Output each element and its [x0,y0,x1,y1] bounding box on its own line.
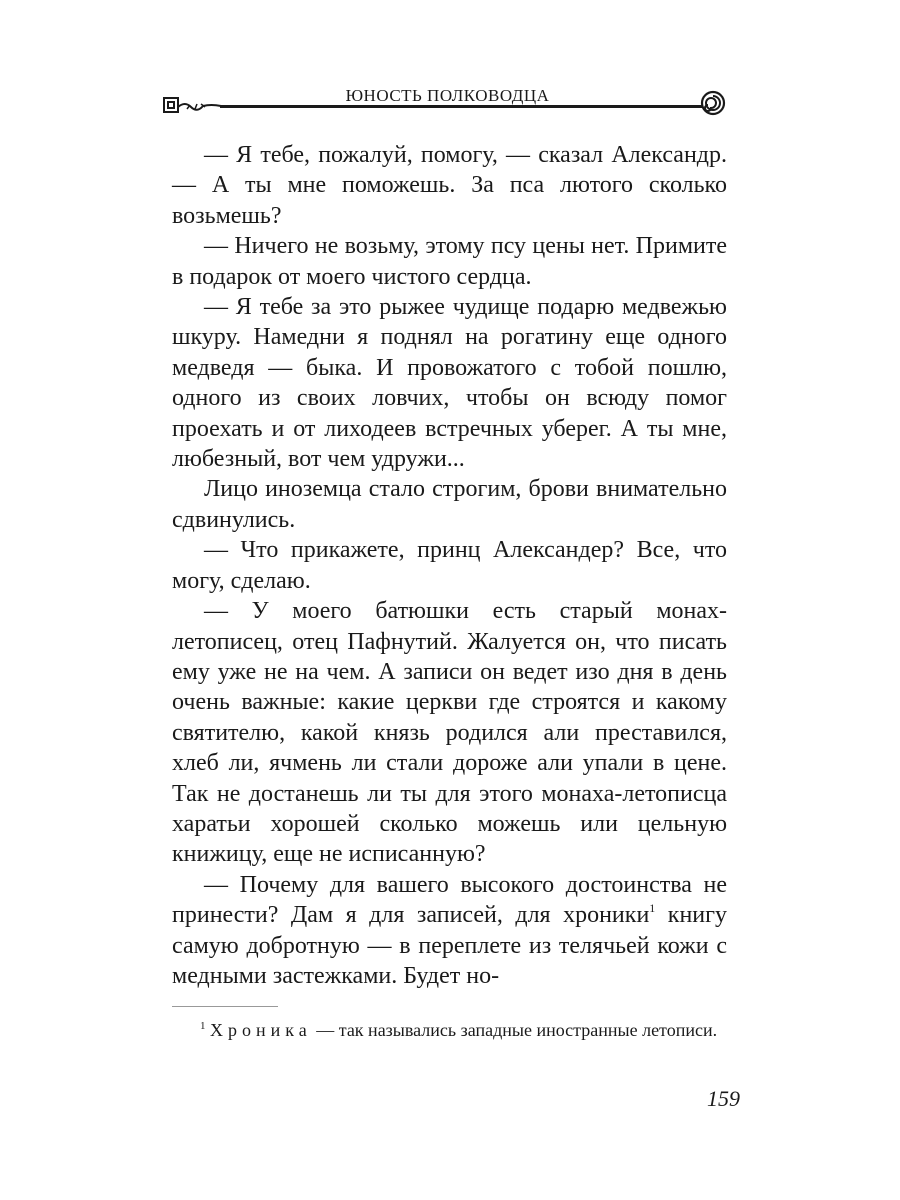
paragraph: — Ничего не возьму, этому псу цены нет. Примите в подарок от моего чистого сердца. [172,233,727,290]
footnote-term: Хроника [210,1020,312,1040]
running-head [165,80,730,120]
paragraph: — Что прикажете, принц Александер? Все, что могу, сделаю. [172,537,727,594]
paragraph: — У моего батюшки есть старый монах-летописец, отец Пафнутий. Жалуется он, что писать ему уже не на чем. А записи он ведет изо дня в день очень важные: какие церкви где строятся и какому святителю, какой князь родился али преставился, хлеб ли, ячмень ли стали дороже али упали в цене. Так не достанешь ли ты для этого монаха-летописца харатьи хорошей сколько можешь или цельную книжицу, еще не исписанную? [172,598,727,868]
footnote-number: 1 [200,1020,206,1032]
page-number: 159 [707,1086,740,1111]
paragraph-with-footnote [172,870,727,992]
footnote [172,1018,727,1042]
footnote-reference[interactable]: 1 [649,901,656,916]
footnote-divider [172,1006,278,1007]
paragraph: Лицо иноземца стало строгим, брови внимательно сдвинулись. [172,476,727,533]
paragraph-text-continued: книгу самую добротную — в переплете из телячьей кожи с медными застежками. Будет но- [172,902,727,989]
paragraph: — Я тебе, пожалуй, помогу, — сказал Александр. — А ты мне поможешь. За пса лютого сколько возьмешь? [172,142,727,229]
running-title: ЮНОСТЬ ПОЛКОВОДЦА [345,86,550,105]
footnote-text: — так назывались западные иностранные летописи. [311,1020,718,1040]
main-text [172,140,727,991]
paragraph-text: — Почему для вашего высокого достоинства не принести? Дам я для записей, для хроники [172,871,727,929]
paragraph: — Я тебе за это рыжее чудище подарю медвежью шкуру. Намедни я поднял на рогатину еще одного медведя — быка. И провожатого с тобой пошлю, одного из своих ловчих, чтобы он всюду помог проехать и от лиходеев встречных уберег. А ты мне, любезный, вот чем удружи... [172,294,727,473]
